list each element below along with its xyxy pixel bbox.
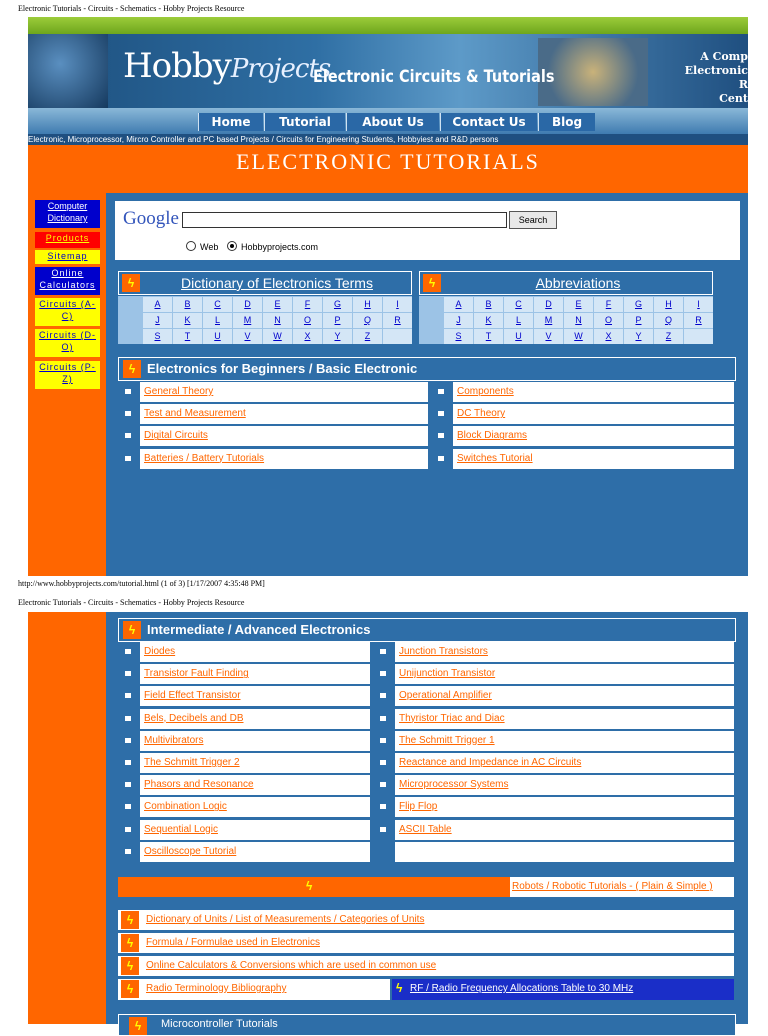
tutorial-link[interactable]: Reactance and Impedance in AC Circuits — [399, 757, 582, 768]
letter-link[interactable]: I — [684, 297, 713, 312]
bolt-icon: ϟ — [121, 911, 139, 929]
tutorial-link[interactable]: Oscilloscope Tutorial — [144, 845, 237, 857]
bolt-icon: ϟ — [423, 274, 441, 292]
letter-link[interactable]: J — [143, 313, 172, 328]
tutorial-link[interactable]: Sequential Logic — [144, 823, 218, 835]
advanced-header — [118, 618, 736, 642]
list-item — [118, 933, 734, 953]
search-input[interactable] — [182, 212, 507, 228]
list-item — [118, 910, 734, 930]
bullet-icon — [118, 753, 138, 773]
letter-link[interactable]: U — [504, 329, 533, 344]
rf-allocations-cell — [392, 979, 734, 1000]
list-item — [395, 642, 734, 662]
bullet-icon — [118, 842, 138, 862]
letter-link[interactable]: P — [323, 313, 352, 328]
list-item — [395, 686, 734, 706]
sidebar-item-circuits-p-z[interactable]: Circuits (P-Z) — [35, 361, 100, 389]
site-banner — [28, 34, 748, 108]
letter-link[interactable]: C — [203, 297, 232, 312]
units-link[interactable]: Formula / Formulae used in Electronics — [146, 937, 320, 948]
bullet-icon — [373, 642, 393, 662]
letter-link[interactable]: M — [233, 313, 262, 328]
list-item — [140, 664, 370, 684]
tag-right: A Comp Electronic R Cent — [684, 50, 748, 105]
list-item — [140, 775, 370, 795]
site-subtitle: Electronic, Microprocessor, Mircro Controller and PC based Projects / Circuits for Engineering Students, Hobbyiest and R&D persons — [28, 134, 748, 145]
tutorial-link[interactable]: Unijunction Transistor — [399, 668, 496, 680]
tutorial-link[interactable]: Combination Logic — [144, 801, 227, 813]
letter-link[interactable]: U — [203, 329, 232, 344]
robots-link-cell — [510, 877, 734, 897]
letter-link[interactable]: Z — [654, 329, 683, 344]
letter-link[interactable]: V — [233, 329, 262, 344]
tutorial-link[interactable]: Components — [457, 386, 514, 397]
bullet-icon — [373, 709, 393, 729]
circuit-image-left — [28, 34, 108, 108]
nav-blog[interactable]: Blog — [538, 113, 595, 131]
tutorial-link[interactable]: Batteries / Battery Tutorials — [144, 452, 265, 464]
print-footer-url: http://www.hobbyprojects.com/tutorial.html (1 of 3) [1/17/2007 4:35:48 PM] — [18, 579, 265, 588]
list-item — [395, 797, 734, 817]
units-link[interactable]: Online Calculators & Conversions which are used in common use — [146, 960, 437, 971]
bullet-icon — [118, 382, 138, 402]
tutorial-link[interactable]: Microprocessor Systems — [399, 779, 509, 791]
letter-link[interactable]: W — [564, 329, 593, 344]
letter-link[interactable]: H — [654, 297, 683, 312]
letter-link — [383, 329, 412, 344]
list-item — [140, 642, 370, 662]
letter-link[interactable]: C — [504, 297, 533, 312]
list-item — [395, 842, 734, 862]
list-item — [140, 842, 370, 862]
site-tagline: Electronic Circuits & Tutorials — [313, 67, 555, 87]
letter-link[interactable]: L — [504, 313, 533, 328]
list-item — [395, 664, 734, 684]
micro-header — [118, 1014, 736, 1036]
tutorial-link[interactable]: General Theory — [144, 386, 214, 397]
list-item — [140, 426, 428, 446]
tutorial-link[interactable]: Test and Measurement — [144, 408, 246, 420]
beginners-header — [118, 357, 736, 381]
letter-link[interactable]: R — [684, 313, 713, 328]
banner-top-bar — [28, 17, 748, 34]
google-logo: Google — [123, 208, 179, 229]
bolt-icon: ϟ — [129, 1017, 147, 1035]
bullet-icon — [118, 642, 138, 662]
bullet-icon — [118, 709, 138, 729]
sidebar-item-circuits-a-c[interactable]: Circuits (A-C) — [35, 298, 100, 326]
bullet-icon — [118, 731, 138, 751]
bullet-icon — [373, 775, 393, 795]
circuit-image-right — [538, 38, 648, 106]
letter-link[interactable]: E — [263, 297, 292, 312]
nav-home[interactable]: Home — [198, 113, 263, 131]
tutorial-link[interactable]: Bels, Decibels and DB — [144, 712, 244, 724]
tutorial-link[interactable]: Field Effect Transistor — [144, 690, 241, 702]
radio-web[interactable] — [186, 241, 196, 251]
letter-link[interactable]: I — [383, 297, 412, 312]
beginners-title: Electronics for Beginners / Basic Electronic — [147, 361, 418, 376]
sidebar-item-dictionary[interactable]: Computer Dictionary — [35, 200, 100, 228]
letter-link[interactable]: G — [323, 297, 352, 312]
tutorial-link[interactable]: Transistor Fault Finding — [144, 668, 249, 680]
sidebar-item-sitemap[interactable]: Sitemap — [35, 250, 100, 264]
abbreviations-header — [419, 271, 713, 295]
tutorial-link[interactable]: Digital Circuits — [144, 430, 208, 442]
bolt-icon: ϟ — [396, 981, 403, 995]
abbreviations-letter-grid — [419, 296, 713, 344]
bullet-icon — [431, 382, 451, 402]
letter-link[interactable]: R — [383, 313, 412, 328]
abbreviations-title[interactable]: Abbreviations — [535, 275, 621, 291]
tutorial-link[interactable]: The Schmitt Trigger 2 — [144, 757, 240, 768]
micro-title[interactable]: Microcontroller Tutorials — [161, 1018, 278, 1030]
letter-link[interactable]: P — [624, 313, 653, 328]
letter-link[interactable]: W — [263, 329, 292, 344]
list-item — [118, 979, 390, 1000]
letter-link[interactable]: O — [293, 313, 322, 328]
list-item — [453, 382, 734, 402]
list-item — [395, 731, 734, 751]
tutorial-link[interactable]: Thyristor Triac and Diac — [399, 712, 505, 724]
dictionary-letter-grid — [118, 296, 412, 344]
bolt-icon: ϟ — [121, 980, 139, 998]
letter-link[interactable]: N — [263, 313, 292, 328]
list-item — [140, 404, 428, 424]
bolt-icon: ϟ — [306, 879, 313, 893]
tutorial-link[interactable]: The Schmitt Trigger 1 — [399, 734, 495, 746]
list-item — [140, 797, 370, 817]
letter-link[interactable]: D — [534, 297, 563, 312]
list-item — [453, 426, 734, 446]
bullet-icon — [118, 426, 138, 446]
advanced-title: Intermediate / Advanced Electronics — [147, 622, 371, 637]
bolt-icon: ϟ — [123, 621, 141, 639]
radio-site[interactable] — [227, 241, 237, 251]
letter-link[interactable]: B — [173, 297, 202, 312]
tutorial-link[interactable]: DC Theory — [457, 408, 506, 420]
letter-link[interactable]: G — [624, 297, 653, 312]
nav-bar — [28, 108, 748, 134]
bullet-icon — [431, 449, 451, 469]
radio-site-label: Hobbyprojects.com — [241, 242, 319, 252]
bullet-icon — [118, 449, 138, 469]
letter-link[interactable]: K — [173, 313, 202, 328]
letter-link[interactable]: S — [143, 329, 172, 344]
bullet-icon — [373, 664, 393, 684]
letter-link[interactable]: A — [444, 297, 473, 312]
bullet-icon — [118, 797, 138, 817]
bullet-icon — [431, 426, 451, 446]
tutorial-link[interactable]: Block Diagrams — [457, 430, 528, 442]
list-item — [395, 709, 734, 729]
bullet-icon — [118, 775, 138, 795]
tutorial-link[interactable]: Diodes — [144, 646, 176, 657]
letter-link[interactable]: T — [173, 329, 202, 344]
letter-link[interactable]: V — [534, 329, 563, 344]
bolt-icon: ϟ — [121, 957, 139, 975]
letter-link[interactable]: Z — [353, 329, 382, 344]
sidebar-item-circuits-d-o[interactable]: Circuits (D-O) — [35, 329, 100, 357]
letter-link[interactable]: K — [474, 313, 503, 328]
nav-about-us[interactable]: About Us — [346, 113, 439, 131]
bullet-icon — [373, 842, 393, 862]
nav-contact-us[interactable]: Contact Us — [440, 113, 537, 131]
bullet-icon — [373, 820, 393, 840]
bullet-icon — [118, 404, 138, 424]
letter-link[interactable]: N — [564, 313, 593, 328]
tutorial-link[interactable]: Junction Transistors — [399, 646, 488, 657]
abbreviations-box — [419, 271, 713, 346]
letter-link[interactable]: E — [564, 297, 593, 312]
list-item — [118, 956, 734, 976]
letter-link[interactable]: F — [293, 297, 322, 312]
tutorial-link[interactable]: Multivibrators — [144, 734, 204, 746]
tutorial-link[interactable]: Switches Tutorial — [457, 452, 533, 464]
bullet-icon — [373, 686, 393, 706]
units-link[interactable]: Dictionary of Units / List of Measurements / Categories of Units — [146, 914, 425, 925]
dictionary-header — [118, 271, 412, 295]
tutorial-link[interactable]: Flip Flop — [399, 801, 438, 813]
letter-link[interactable]: D — [233, 297, 262, 312]
letter-link[interactable]: Y — [624, 329, 653, 344]
dictionary-box — [118, 271, 412, 346]
bullet-icon — [118, 686, 138, 706]
letter-link[interactable]: J — [444, 313, 473, 328]
bullet-icon — [373, 753, 393, 773]
letter-link[interactable]: H — [353, 297, 382, 312]
letter-link[interactable]: X — [293, 329, 322, 344]
tutorial-link[interactable]: Operational Amplifier — [399, 690, 492, 702]
list-item — [140, 686, 370, 706]
bullet-icon — [431, 404, 451, 424]
list-item — [453, 404, 734, 424]
bolt-icon: ϟ — [122, 274, 140, 292]
letter-link[interactable]: F — [594, 297, 623, 312]
letter-link[interactable]: T — [474, 329, 503, 344]
list-item — [140, 382, 428, 402]
bolt-icon: ϟ — [121, 934, 139, 952]
bullet-icon — [373, 731, 393, 751]
letter-link[interactable]: B — [474, 297, 503, 312]
list-item — [395, 775, 734, 795]
letter-link[interactable]: A — [143, 297, 172, 312]
letter-link[interactable]: M — [534, 313, 563, 328]
units-link[interactable]: Radio Terminology Bibliography — [146, 983, 287, 994]
print-header-2: Electronic Tutorials - Circuits - Schematics - Hobby Projects Resource — [18, 598, 245, 607]
list-item — [140, 731, 370, 751]
letter-link[interactable]: Q — [654, 313, 683, 328]
sidebar-page2 — [28, 612, 106, 1024]
print-header: Electronic Tutorials - Circuits - Schematics - Hobby Projects Resource — [18, 4, 245, 13]
bullet-icon — [118, 664, 138, 684]
letter-link[interactable]: Y — [323, 329, 352, 344]
list-item — [395, 753, 734, 773]
tutorial-link[interactable]: Phasors and Resonance — [144, 779, 254, 791]
rf-allocations-link[interactable]: RF / Radio Frequency Allocations Table to 30 MHz — [410, 983, 634, 994]
list-item — [140, 753, 370, 773]
bullet-icon — [373, 797, 393, 817]
radio-web-label: Web — [200, 242, 219, 252]
list-item — [453, 449, 734, 469]
letter-link[interactable]: L — [203, 313, 232, 328]
dictionary-title[interactable]: Dictionary of Electronics Terms — [181, 275, 373, 291]
letter-link[interactable]: S — [444, 329, 473, 344]
list-item — [140, 709, 370, 729]
sidebar-item-calculators[interactable]: Online Calculators — [35, 267, 100, 295]
list-item — [395, 820, 734, 840]
sidebar-item-products[interactable]: Products — [35, 232, 100, 248]
search-button[interactable]: Search — [509, 211, 557, 229]
letter-link[interactable]: Q — [353, 313, 382, 328]
site-logo[interactable]: HobbyProjects — [123, 46, 331, 86]
letter-link[interactable]: O — [594, 313, 623, 328]
letter-link — [684, 329, 713, 344]
list-item — [140, 449, 428, 469]
bullet-icon — [118, 820, 138, 840]
page-title: ELECTRONIC TUTORIALS — [236, 149, 540, 174]
tutorial-link[interactable]: ASCII Table — [399, 823, 452, 835]
letter-link[interactable]: X — [594, 329, 623, 344]
nav-tutorial[interactable]: Tutorial — [264, 113, 345, 131]
bolt-icon: ϟ — [123, 360, 141, 378]
list-item — [140, 820, 370, 840]
robots-link[interactable]: Robots / Robotic Tutorials - ( Plain & Simple ) — [512, 881, 713, 892]
